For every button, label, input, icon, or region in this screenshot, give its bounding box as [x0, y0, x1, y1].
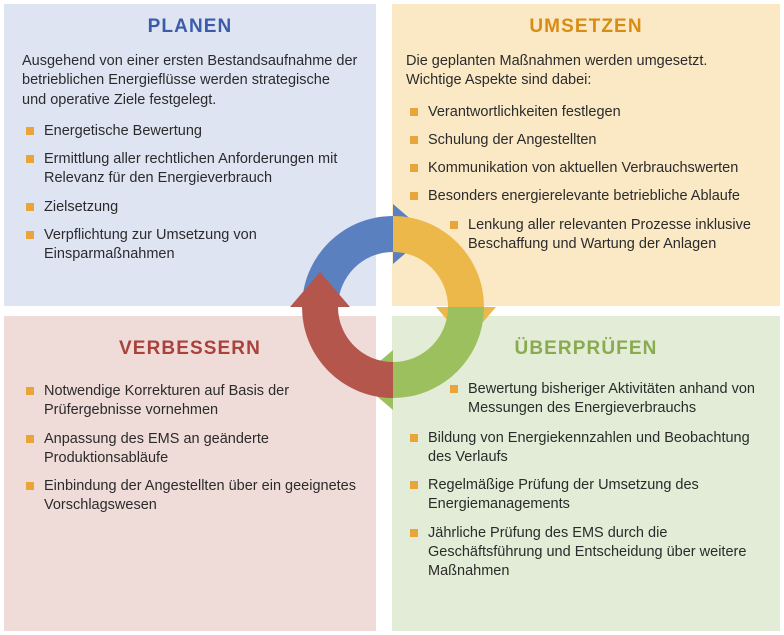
cycle-arrow-act — [290, 272, 393, 398]
list-item: Lenkung aller relevanten Prozesse inklusive Beschaffung und Wartung der Anlagen — [446, 216, 762, 255]
list-item: Anpassung des EMS an geänderte Produktionsabläufe — [22, 430, 358, 469]
quadrant-act-title: VERBESSERN — [119, 338, 261, 359]
quadrant-plan-title: PLANEN — [147, 16, 233, 37]
quadrant-check-title: ÜBERPRÜFEN — [514, 338, 658, 359]
list-item: Jährliche Prüfung des EMS durch die Geschäftsführung und Entscheidung über weitere Maßnahmen — [406, 524, 762, 582]
list-item: Energetische Bewertung — [22, 122, 358, 141]
list-item: Bildung von Energiekennzahlen und Beobachtung des Verlaufs — [406, 429, 762, 468]
quadrant-check-bullets — [406, 429, 762, 582]
list-item: Einbindung der Angestellten über ein geeignetes Vorschlagswesen — [22, 477, 358, 516]
list-item: Schulung der Angestellten — [406, 131, 762, 150]
list-item: Besonders energierelevante betriebliche Ablaufe — [406, 187, 762, 206]
quadrant-plan-intro: Ausgehend von einer ersten Bestandsaufnahme der betrieblichen Energieflüsse werden strategische und operative Ziele festgelegt. — [22, 53, 358, 108]
list-item: Notwendige Korrekturen auf Basis der Prüfergebnisse vornehmen — [22, 382, 358, 421]
list-item: Verantwortlichkeiten festlegen — [406, 103, 762, 122]
list-item: Ermittlung aller rechtlichen Anforderungen mit Relevanz für den Energieverbrauch — [22, 150, 358, 189]
list-item: Zielsetzung — [22, 198, 358, 217]
quadrant-do-intro: Die geplanten Maßnahmen werden umgesetzt. Wichtige Aspekte sind dabei: — [406, 53, 708, 89]
list-item: Verpflichtung zur Umsetzung von Einsparmaßnahmen — [22, 226, 358, 265]
cycle-arrows — [282, 196, 504, 418]
list-item: Kommunikation von aktuellen Verbrauchswerten — [406, 159, 762, 178]
quadrant-do-title: UMSETZEN — [529, 16, 643, 37]
list-item: Bewertung bisheriger Aktivitäten anhand von Messungen des Energieverbrauchs — [446, 380, 762, 419]
quadrant-do-bullets — [406, 103, 762, 207]
list-item: Regelmäßige Prüfung der Umsetzung des Energiemanagements — [406, 476, 762, 515]
